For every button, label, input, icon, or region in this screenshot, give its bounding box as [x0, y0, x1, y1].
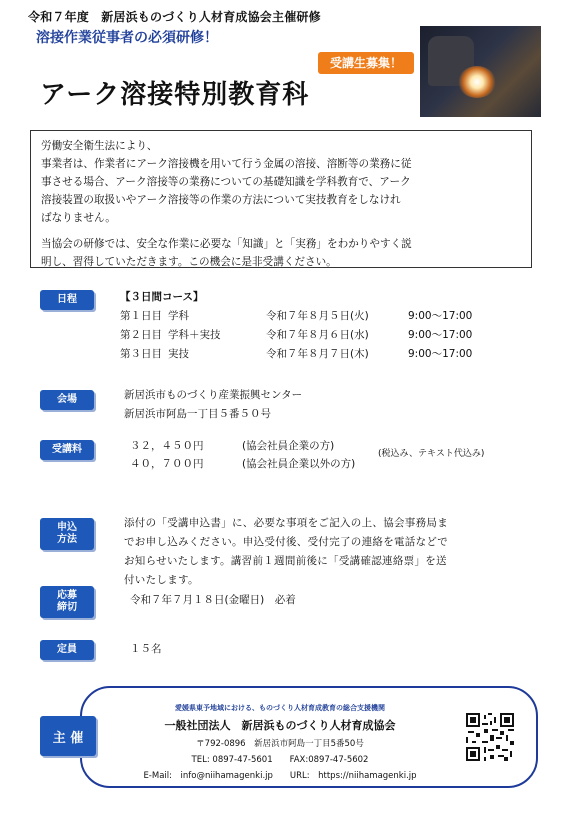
- fee-amount: ３２，４５０円: [130, 439, 204, 452]
- day: 第１日目: [120, 310, 162, 322]
- intro-line: ばなりません。: [41, 212, 116, 224]
- fee-tax-note: (税込み、テキスト代込み): [378, 449, 485, 459]
- sponsor-email-url: E-Mail: info@niihamagenki.jp URL: https://niihamagenki.jp: [143, 771, 417, 781]
- time: 9:00～17:00: [408, 348, 473, 360]
- deadline-label: 応募 締切: [40, 586, 94, 618]
- venue-name: 新居浜市ものづくり産業振興センター: [124, 389, 303, 401]
- course-name: 【３日間コース】: [120, 291, 204, 303]
- time: 9:00～17:00: [408, 310, 473, 322]
- apply-text: [124, 514, 524, 590]
- schedule-row: [120, 326, 472, 345]
- sponsor-address: 〒792-0896 新居浜市阿島一丁目5番50号: [196, 739, 364, 749]
- schedule: [120, 288, 472, 364]
- schedule-label: 日程: [40, 290, 94, 310]
- schedule-row: [120, 307, 472, 326]
- day: 第２日目: [120, 329, 162, 341]
- welding-photo: [420, 26, 541, 117]
- date: 令和７年８月５日(火): [266, 310, 369, 322]
- intro-line: 当協会の研修では、安全な作業に必要な「知識」と「実務」をわかりやすく説: [41, 238, 412, 250]
- time: 9:00～17:00: [408, 329, 473, 341]
- apply-line: 付いたします。: [124, 574, 199, 586]
- intro-line: 明し、習得していただきます。この機会に是非受講ください。: [41, 256, 337, 268]
- schedule-table: [120, 307, 472, 364]
- content: 実技: [168, 348, 189, 360]
- fee-amount: ４０，７００円: [130, 457, 204, 470]
- fee-note: (協会社員企業以外の方): [242, 457, 356, 470]
- organizer-line: 令和７年度 新居浜ものづくり人材育成協会主催研修: [28, 10, 321, 24]
- sponsor-org: 一般社団法人 新居浜ものづくり人材育成協会: [164, 719, 396, 732]
- schedule-row: [120, 345, 472, 364]
- apply-line: 添付の「受講申込書」に、必要な事項をご記入の上、協会事務局ま: [124, 517, 448, 529]
- content: 学科: [168, 310, 189, 322]
- capacity-text: １５名: [130, 643, 162, 655]
- date: 令和７年８月６日(水): [266, 329, 369, 341]
- subtitle: 溶接作業従事者の必須研修！: [36, 30, 218, 46]
- apply-line: でお申し込みください。申込受付後、受付完了の連絡を電話などで: [124, 536, 448, 548]
- apply-label: 申込 方法: [40, 518, 94, 550]
- sponsor-phone-fax: TEL: 0897-47-5601 FAX:0897-47-5602: [191, 755, 369, 765]
- apply-line: お知らせいたします。講習前１週間前後に「受講確認連絡票」を送: [124, 555, 447, 567]
- intro-line: 事させる場合、アーク溶接等の業務についての基礎知識を学科教育で、アーク: [41, 176, 411, 188]
- page-title: アーク溶接特別教育科: [40, 80, 310, 110]
- fee-table: [130, 436, 355, 472]
- intro-line: 溶接装置の取扱いやアーク溶接等の作業の方法について実技教育をしなけれ: [41, 194, 401, 206]
- venue-label: 会場: [40, 390, 94, 410]
- qr-code-icon[interactable]: [466, 713, 514, 761]
- fee-row: [130, 436, 355, 454]
- venue-address: 新居浜市阿島一丁目５番５０号: [124, 408, 271, 420]
- fee-row: [130, 454, 355, 472]
- intro-box: [30, 130, 532, 268]
- fee-label: 受講料: [40, 440, 94, 460]
- recruiting-badge: 受講生募集！: [318, 52, 414, 74]
- day: 第３日目: [120, 348, 162, 360]
- deadline-text: 令和７年７月１８日(金曜日) 必着: [130, 594, 296, 606]
- sponsor-tagline: 愛媛県東予地域における、ものづくり人材育成教育の総合支援機関: [175, 704, 385, 712]
- capacity-label: 定員: [40, 640, 94, 660]
- intro-line: 労働安全衛生法により、: [41, 140, 158, 152]
- date: 令和７年８月７日(木): [266, 348, 369, 360]
- content: 学科＋実技: [168, 329, 221, 341]
- fee-note: (協会社員企業の方): [242, 439, 335, 452]
- sponsor-label: 主 催: [40, 716, 96, 756]
- intro-line: 事業者は、作業者にアーク溶接機を用いて行う金属の溶接、溶断等の業務に従: [41, 158, 412, 170]
